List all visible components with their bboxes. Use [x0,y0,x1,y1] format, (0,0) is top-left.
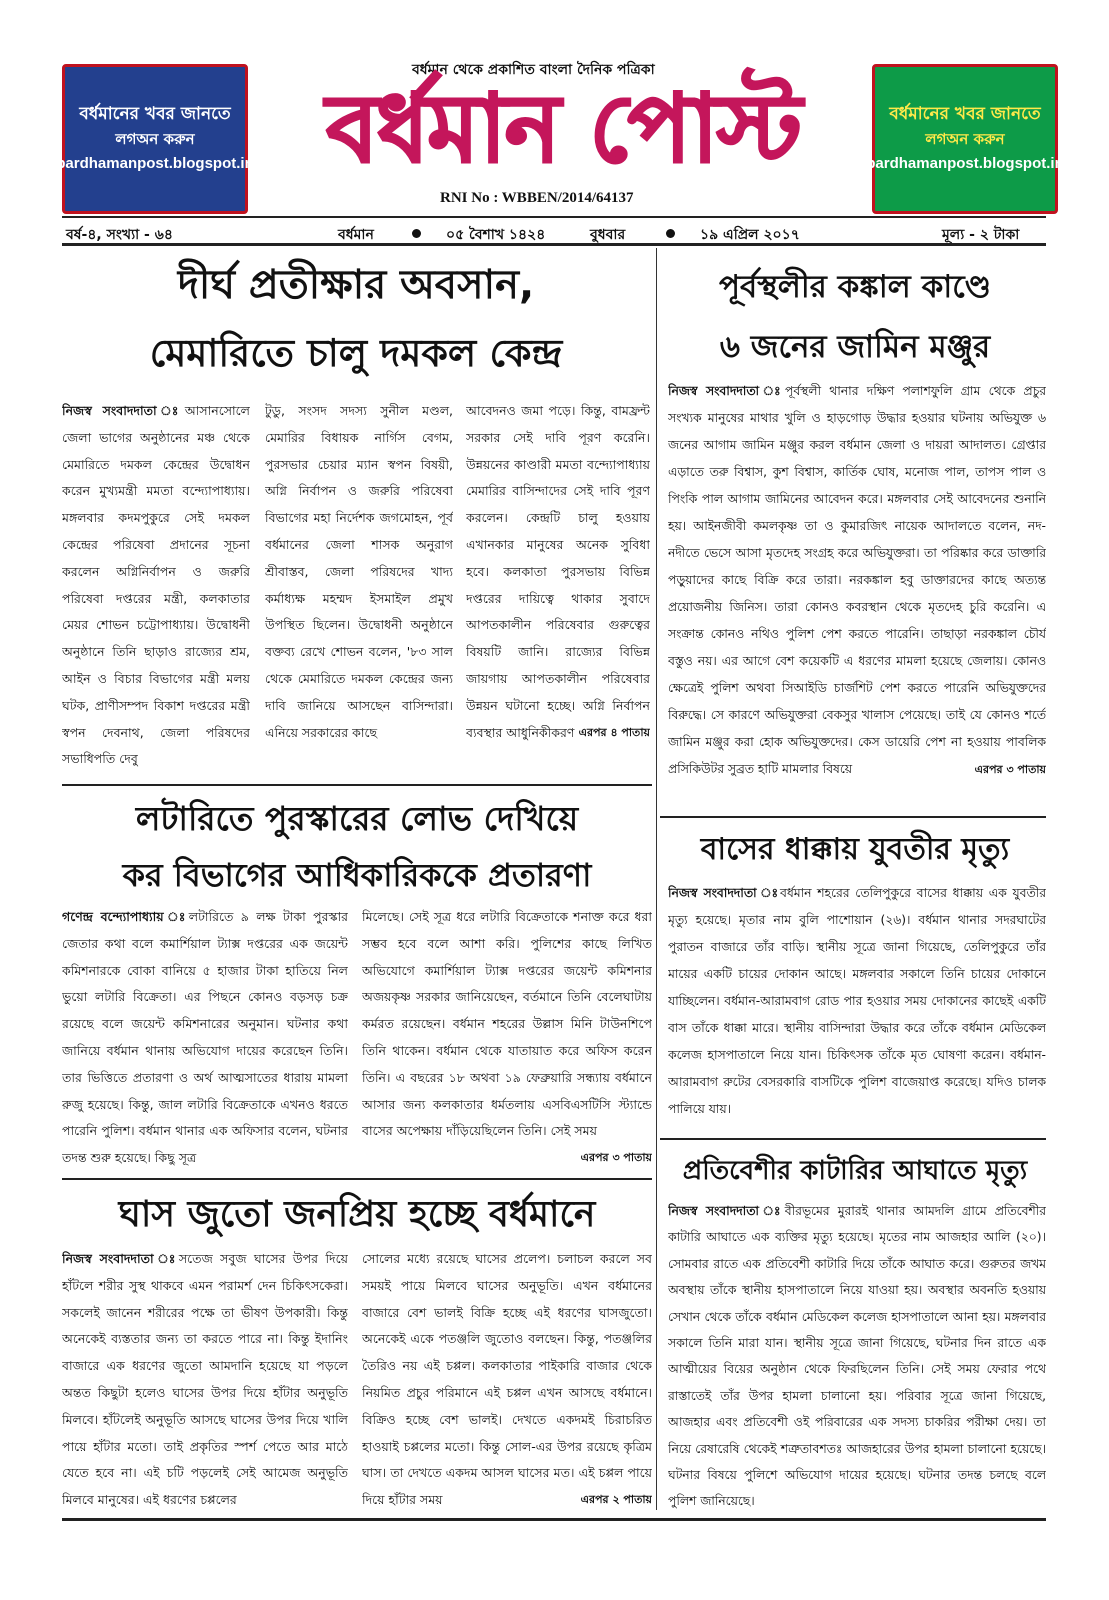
grass-headline: ঘাস জুতো জনপ্রিয় হচ্ছে বর্ধমানে [118,1194,596,1235]
section-divider [660,816,1046,818]
bullet-icon [412,229,421,238]
promo-line2: লগঅন করুন [115,130,195,148]
byline: নিজস্ব সংবাদদাতা ঃ [668,886,780,900]
newspaper-logo: বর্ধমান পোস্ট [326,74,800,184]
article-text: লটারিতে ৯ লক্ষ টাকা পুরস্কার জেতার কথা বলে কমার্শিয়াল ট্যাক্স দপ্তরের এক জয়েন্ট কমিশনারকে বোকা বানিয়ে ৫ হাজার টাকা হাতিয়ে নিল ভুয়ো লটারি বিক্রেতা। এর পিছনে কোনও বড়সড় চক্র রয়েছে বলে জয়েন্ট কমিশনারের অনুমান। ঘটনার কথা জানিয়ে বর্ধমান থানায় অভিযোগ দায়ের করেছেন তিনি। তার ভিত্তিতে প্রতারণা ও অর্থ আত্মসাতের ধারায় মামলা রুজু হয়েছে। কিন্তু, জাল লটারি বিক্রেতাকে এখনও ধরতে পারেনি পুলিশ। বর্ধমান থানার এক অফিসার বলেন, ঘটনার তদন্ত শুরু হয়েছে। কিছু সূত্র [62,909,348,1166]
bus-article-body [668,880,1046,1136]
section-divider [660,1138,1046,1140]
byline: নিজস্ব সংবাদদাতা ঃ [668,1204,785,1218]
neighbour-headline: প্রতিবেশীর কাটারির আঘাতে মৃত্যু [682,1156,1028,1186]
byline: নিজস্ব সংবাদদাতা ঃ [62,1251,179,1266]
section-divider [62,784,652,786]
lottery-article-col1 [62,904,348,1174]
bengali-date: ০৫ বৈশাখ ১৪২৪ [446,227,546,243]
lottery-article-col2 [362,904,652,1174]
section-divider [62,1178,652,1180]
article-text: আবেদনও জমা পড়ে। কিন্তু, বামফ্রন্ট সরকার সেই দাবি পূরণ করেনি। উন্নয়নের কাণ্ডারী মমতা বন্দ্যোপাধ্যায় মেমারির বাসিন্দাদের সেই দাবি পূরণ করলেন। কেন্দ্রটি চালু হওয়ায় এখানকার মানুষের অনেক সুবিধা হবে। কলকাতা পুরসভায় বিভিন্ন দপ্তরের দায়িত্বে থাকার সুবাদে আপতকালীন পরিষেবার গুরুত্বের বিষয়টি জানি। রাজ্যের বিভিন্ন জায়গায় আপতকালীন পরিষেবার উন্নয়ন ঘটানো হচ্ছে। অগ্নি নির্বাপন ব্যবস্থার আধুনিকীকরণ [466,403,650,740]
grass-article-col1 [62,1246,348,1514]
skeleton-article-body [668,378,1046,814]
weekday: বুধবার [590,227,626,243]
fire-headline-line1: দীর্ঘ প্রতীক্ষার অবসান, [177,262,535,308]
article-text: মিলেছে। সেই সূত্র ধরে লটারি বিক্রেতাকে শনাক্ত করে ধরা সম্ভব হবে বলে আশা করি। পুলিশের কাছে লিখিত অভিযোগে কমার্শিয়াল ট্যাক্স দপ্তরের জয়েন্ট কমিশনার অজয়কৃষ্ণ সরকার জানিয়েছেন, বর্তমানে তিনি বেলেঘাটায় কর্মরত রয়েছেন। বর্ধমান শহরের উল্লাস মিনি টাউনশিপে তিনি থাকেন। বর্ধমান থেকে যাতায়াত করে অফিস করেন তিনি। এ বছরের ১৮ অথবা ১৯ ফেব্রুয়ারি সন্ধ্যায় বর্ধমানে আসার জন্য কলকাতার ধর্মতলায় এসবিএসটিসি স্ট্যান্ডে বাসের অপেক্ষায় দাঁড়িয়েছিলেন তিনি। সেই সময় [362,909,652,1139]
grass-article-col2 [362,1246,652,1514]
fire-headline-line2: মেমারিতে চালু দমকল কেন্দ্র [149,331,563,375]
promo-box-right [866,64,1064,214]
bullet-icon [666,229,675,238]
lottery-headline-line1: লটারিতে পুরস্কারের লোভ দেখিয়ে [135,799,579,838]
article-text: সোলের মধ্যে রয়েছে ঘাসের প্রলেপ। চলাচল করলে সব সময়ই পায়ে মিলবে ঘাসের অনুভূতি। এখন বর্ধমানের বাজারে বেশ ভালই বিক্রি হচ্ছে এই ধরণের ঘাসজুতো। অনেকেই একে পতঞ্জলি জুতোও বলছেন। কিন্তু, পতঞ্জলির তৈরিও নয় এই চপ্পল। কলকাতার পাইকারি বাজার থেকে নিয়মিত প্রচুর পরিমানে এই চপ্পল এখন আসছে বর্ধমানে। বিক্রিও হচ্ছে বেশ ভালই। দেখতে একদমই চিরাচরিত হাওয়াই চপ্পলের মতো। কিন্তু সোল-এর উপর রয়েছে কৃত্রিম ঘাস। তা দেখতে একদম আসল ঘাসের মত। এই চপ্পল পায়ে দিয়ে হাঁটার সময় [362,1251,652,1508]
promo-url[interactable]: bardhamanpost.blogspot.in [56,155,254,172]
article-text: সতেজ সবুজ ঘাসের উপর দিয়ে হাঁটলে শরীর সুস্থ থাকবে এমন পরামর্শ দেন চিকিৎসকেরা। সকলেই জানেন শরীরের পক্ষে তা ভীষণ উপকারী। কিন্তু অনেকেই ব্যস্ততার জন্য তা করতে পারে না। কিন্তু ইদানিং বাজারে এক ধরণের জুতো আমদানি হয়েছে যা পড়লে অন্তত কিছুটা হলেও ঘাসের উপর দিয়ে হাঁটার অনুভূতি মিলবে। হাঁটলেই অনুভূতি আসছে ঘাসের উপর দিয়ে খালি পায়ে হাঁটার মতো। তাই প্রকৃতির স্পর্শ পেতে আর মাঠে যেতে হবে না। এই চটি পড়লেই সেই আমেজ অনুভূতি মিলবে মানুষের। এই ধরণের চপ্পলের [62,1251,348,1508]
article-text: বর্ধমান শহরের তেলিপুকুরে বাসের ধাক্কায় এক যুবতীর মৃত্যু হয়েছে। মৃতার নাম বুলি পাশোয়ান (২৬)। বর্ধমান থানার সদরঘাটের পুরাতন বাজারে তাঁর বাড়ি। স্থানীয় সূত্রে জানা গিয়েছে, তেলিপুকুরে তাঁর মায়ের একটি চায়ের দোকান আছে। মঙ্গলবার সকালে তিনি চায়ের দোকানে যাচ্ছিলেন। বর্ধমান-আরামবাগ রোড পার হওয়ার সময় দোকানের কাছেই একটি বাস তাঁকে ধাক্কা মারে। স্থানীয় বাসিন্দারা উদ্ধার করে তাঁকে বর্ধমান মেডিকেল কলেজ হাসপাতালে নিয়ে যান। চিকিৎসক তাঁকে মৃত ঘোষণা করেন। বর্ধমান-আরামবাগ রুটের বেসরকারি বাসটিকে পুলিশ বাজেয়াপ্ত করেছে। যদিও চালক পালিয়ে যায়। [668,886,1046,1116]
promo-url[interactable]: bardhamanpost.blogspot.in [866,155,1064,172]
bus-headline: বাসের ধাক্কায় যুবতীর মৃত্যু [700,832,1010,867]
continued-marker[interactable]: এরপর ৪ পাতায় [578,725,650,739]
neighbour-article-body [668,1198,1046,1514]
promo-line1: বর্ধমানের খবর জানতে [889,104,1041,124]
fire-article-col1 [62,398,250,778]
skeleton-headline-line2: ৬ জনের জামিন মঞ্জুর [719,329,991,365]
fire-article-col3 [466,398,650,778]
continued-marker[interactable]: এরপর ২ পাতায় [580,1493,652,1507]
byline: নিজস্ব সংবাদদাতা ঃ [668,384,785,398]
bottom-rule [62,1518,1046,1521]
lottery-headline-line2: কর বিভাগের আধিকারিককে প্রতারণা [122,856,592,894]
price: মূল্য - ২ টাকা [942,227,1020,243]
promo-line2: লগঅন করুন [925,130,1005,148]
continued-marker[interactable]: এরপর ৩ পাতায় [974,763,1046,776]
english-date: ১৯ এপ্রিল ২০১৭ [700,227,800,243]
promo-line1: বর্ধমানের খবর জানতে [79,104,231,124]
dateline-bar [62,216,1046,246]
column-divider [656,248,657,1510]
article-text: পূর্বস্থলী থানার দক্ষিণ পলাশফুলি গ্রাম থেকে প্রচুর সংখ্যক মানুষের মাথার খুলি ও হাড়গোড় উদ্ধার হওয়ার ঘটনায় অভিযুক্ত ৬ জনের আগাম জামিন মঞ্জুর করল বর্ধমান জেলা ও দায়রা আদালত। গ্রেপ্তার এড়াতে তরু বিশ্বাস, কুশ বিশ্বাস, কার্তিক ঘোষ, মনোজ পাল, তাপস পাল ও পিংকি পাল আগাম জামিনের আবেদন করে। মঙ্গলবার সেই আবেদনের শুনানি হয়। আইনজীবী কমলকৃষ্ণ তা ও কুমারজিৎ নায়েক আদালতে বলেন, নদ-নদীতে ভেসে আসা মৃতদেহ সংগ্রহ করে অভিযুক্তরা। তা পরিষ্কার করে ডাক্তারি পড়ুয়াদের কাছে বিক্রি করে তারা। নরকঙ্কাল হবু ডাক্তারদের কাছে অত্যন্ত প্রয়োজনীয় জিনিস। তারা কোনও কবরস্থান থেকে মৃতদেহ চুরি করেনি। এ সংক্রান্ত কোনও নথিও পুলিশ পেশ করতে পারেনি। তাছাড়া নরকঙ্কাল চৌর্য বস্তুও নয়। এর আগে বেশ কয়েকটি এ ধরণের মামলা হয়েছে জেলায়। কোনও ক্ষেত্রেই পুলিশ অথবা সিআইডি চার্জশিট পেশ করতে পারেনি অভিযুক্তদের বিরুদ্ধে। সে কারণে অভিযুক্তরা বেকসুর খালাস পেয়েছে। তাই যে কোনও শর্তে জামিন মঞ্জুর করা হোক অভিযুক্তদের। কেস ডায়েরি পেশ না হওয়ায় পাবলিক প্রসিকিউটর সুব্রত হাটি মামলার বিষয়ে [668,384,1046,776]
byline: নিজস্ব সংবাদদাতা ঃ [62,403,185,418]
continued-marker[interactable]: এরপর ৩ পাতায় [580,1151,652,1165]
byline: গণেন্দ্র বন্দ্যোপাধ্যায় ঃ [62,909,189,924]
promo-box-left [56,64,254,214]
fire-article-col2: টুডু, সংসদ সদস্য সুনীল মণ্ডল, মেমারির বিধায়ক নার্গিস বেগম, পুরসভার চেয়ার ম্যান স্বপন বিষয়ী, অগ্নি নির্বাপন ও জরুরি পরিষেবা বিভাগের মহা নির্দেশক জগমোহন, পূর্ব বর্ধমানের জেলা শাসক অনুরাগ শ্রীবাস্তব, জেলা পরিষদের খাদ্য কর্মাধ্যক্ষ মহম্মদ ইসমাইল প্রমুখ উপস্থিত ছিলেন। উদ্বোধনী অনুষ্ঠানে বক্তব্য রেখে শোভন বলেন, '৮৩ সাল থেকে মেমারিতে দমকল কেন্দ্রের জন্য দাবি জানিয়ে আসছেন বাসিন্দারা। এনিয়ে সরকারের কাছে [265,403,453,740]
newspaper-tagline: বর্ধমান থেকে প্রকাশিত বাংলা দৈনিক পত্রিকা [412,62,655,78]
skeleton-headline-line1: পূর্বস্থলীর কঙ্কাল কাণ্ডে [718,269,991,305]
place: বর্ধমান [338,227,374,243]
article-text: বীরভূমের মুরারই থানার আমদলি গ্রামে প্রতিবেশীর কাটারি আঘাতে এক ব্যক্তির মৃত্যু হয়েছে। মৃতের নাম আজহার আলি (২০)। সোমবার রাতে এক প্রতিবেশী কাটারি দিয়ে তাঁকে আঘাত করে। গুরুতর জখম অবস্থায় তাঁকে স্থানীয় হাসপাতালে নিয়ে যাওয়া হয়। অবস্থার অবনতি হওয়ায় সেখান থেকে তাঁকে বর্ধমান মেডিকেল কলেজ হাসপাতালে আনা হয়। মঙ্গলবার সকালে তিনি মারা যান। স্থানীয় সূত্রে জানা গিয়েছে, ঘটনার দিন রাতে এক আত্মীয়ের বিয়ের অনুষ্ঠান থেকে ফিরছিলেন তিনি। সেই সময় ফেরার পথে রাস্তাতেই তাঁর উপর হামলা চালানো হয়। পরিবার সূত্রে জানা গিয়েছে, আজহার এবং প্রতিবেশী ওই পরিবারের এক সদস্য চাকরির পরীক্ষা দেয়। তা নিয়ে রেষারেষি থেকেই শত্রুতাবশতঃ আজহারের উপর হামলা চালানো হয়েছে। ঘটনার বিষয়ে পুলিশে অভিযোগ দায়ের হয়েছে। ঘটনার তদন্ত চলছে বলে পুলিশ জানিয়েছে। [668,1204,1046,1509]
issue-number: বর্ষ-৪, সংখ্যা - ৬৪ [66,227,173,243]
rni-number: RNI No : WBBEN/2014/64137 [440,190,634,206]
article-text: আসানসোলে জেলা ভাগের অনুষ্ঠানের মঞ্চ থেকে মেমারিতে দমকল কেন্দ্রের উদ্বোধন করেন মুখ্যমন্ত্রী মমতা বন্দ্যোপাধ্যায়। মঙ্গলবার কদমপুকুরে সেই দমকল কেন্দ্রের পরিষেবা প্রদানের সূচনা করলেন অগ্নিনির্বাপন ও জরুরি পরিষেবা দপ্তরের মন্ত্রী, কলকাতার মেয়র শোভন চট্টোপাধ্যায়। উদ্বোধনী অনুষ্ঠানে তিনি ছাড়াও রাজ্যের শ্রম, আইন ও বিচার বিভাগের মন্ত্রী মলয় ঘটক, প্রাণীসম্পদ বিকাশ দপ্তরের মন্ত্রী স্বপন দেবনাথ, জেলা পরিষদের সভাধিপতি দেবু [62,403,250,767]
